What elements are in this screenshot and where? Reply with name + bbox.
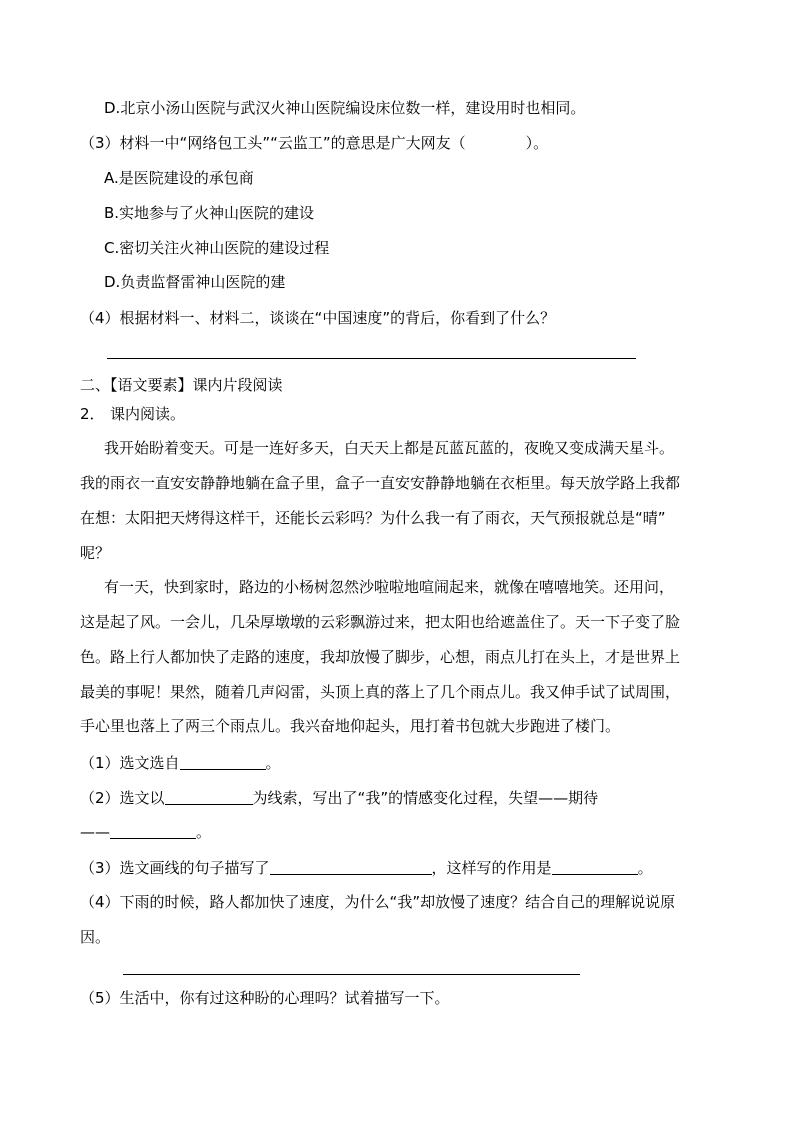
sq3-prefix: （3）选文画线的句子描写了	[80, 859, 270, 877]
q1-option-d: D.北京小汤山医院与武汉火神山医院编设床位数一样，建设用时也相同。	[104, 99, 586, 117]
sq2-line2-prefix: ——	[80, 823, 110, 841]
sq1-blank[interactable]	[180, 754, 266, 770]
passage-line-1: 我开始盼着变天。可是一连好多天，白天天上都是瓦蓝瓦蓝的，夜晚又变成满天星斗。	[104, 439, 675, 457]
sq2-blank-1[interactable]	[165, 789, 253, 805]
q3-stem-prefix: （3）材料一中“网络包工头”“云监工”的意思是广大网友（	[80, 134, 466, 152]
sq1-prefix: （1）选文选自	[80, 754, 180, 772]
passage-line-7: 色。路上行人都加快了走路的速度，我却放慢了脚步，心想，雨点儿打在头上，才是世界上	[80, 648, 681, 666]
section2-item	[80, 404, 185, 424]
q4-answer-line[interactable]	[107, 358, 636, 359]
item-number: 2．	[80, 405, 105, 423]
sq4-line2: 因。	[80, 928, 111, 946]
sq5: （5）生活中，你有过这种盼的心理吗？试着描写一下。	[80, 989, 450, 1007]
q3-stem-suffix: ）。	[525, 134, 549, 152]
passage-line-3: 在想：太阳把天烤得这样干，还能长云彩吗？为什么我一有了雨衣，天气预报就总是“晴”	[80, 509, 666, 527]
q4-stem: （4）根据材料一、材料二，谈谈在“中国速度”的背后，你看到了什么？	[80, 309, 556, 327]
sq1-suffix: 。	[265, 754, 281, 772]
passage-line-8: 最美的事呢！果然，随着几声闷雷，头顶上真的落上了几个雨点儿。我又伸手试了试周围，	[80, 683, 681, 701]
sq2-prefix: （2）选文以	[80, 789, 165, 807]
q3-option-b: B.实地参与了火神山医院的建设	[104, 204, 315, 222]
q3-stem	[80, 133, 548, 153]
q3-option-c: C.密切关注火神山医院的建设过程	[104, 239, 330, 257]
item-title: 课内阅读。	[110, 405, 186, 423]
sq4-line1: （4）下雨的时候，路人都加快了速度，为什么“我”却放慢了速度？结合自己的理解说说原	[80, 893, 676, 911]
sq2-middle: 为线索，写出了“我”的情感变化过程，失望——期待	[252, 789, 599, 807]
sq3-middle: ，这样写的作用是	[431, 859, 552, 877]
sq4-answer-line[interactable]	[123, 974, 580, 975]
sq2-blank-2[interactable]	[110, 823, 196, 839]
sq3-blank-2[interactable]	[552, 859, 638, 875]
passage-line-4: 呢？	[80, 544, 111, 562]
q3-option-d: D.负责监督雷神山医院的建	[104, 273, 286, 291]
passage-line-9: 手心里也落上了两三个雨点儿。我兴奋地仰起头，甩打着书包就大步跑进了楼门。	[80, 717, 621, 735]
sq3	[80, 858, 653, 878]
passage-line-5: 有一天，快到家时，路边的小杨树忽然沙啦啦地喧闹起来，就像在嘻嘻地笑。还用问，	[104, 578, 675, 596]
sq1	[80, 753, 281, 773]
passage-line-6: 这是起了风。一会儿，几朵厚墩墩的云彩飘游过来，把太阳也给遮盖住了。天一下子变了脸	[80, 613, 681, 631]
sq3-suffix: 。	[637, 859, 653, 877]
sq2-suffix: 。	[196, 823, 212, 841]
passage-line-2: 我的雨衣一直安安静静地躺在盒子里，盒子一直安安静静地躺在衣柜里。每天放学路上我都	[80, 474, 681, 492]
section2-heading: 二、【语文要素】课内片段阅读	[80, 376, 283, 394]
q3-option-a: A.是医院建设的承包商	[104, 169, 254, 187]
sq2	[80, 788, 598, 808]
sq3-blank-1[interactable]	[270, 859, 432, 875]
sq2-line2	[80, 822, 211, 842]
